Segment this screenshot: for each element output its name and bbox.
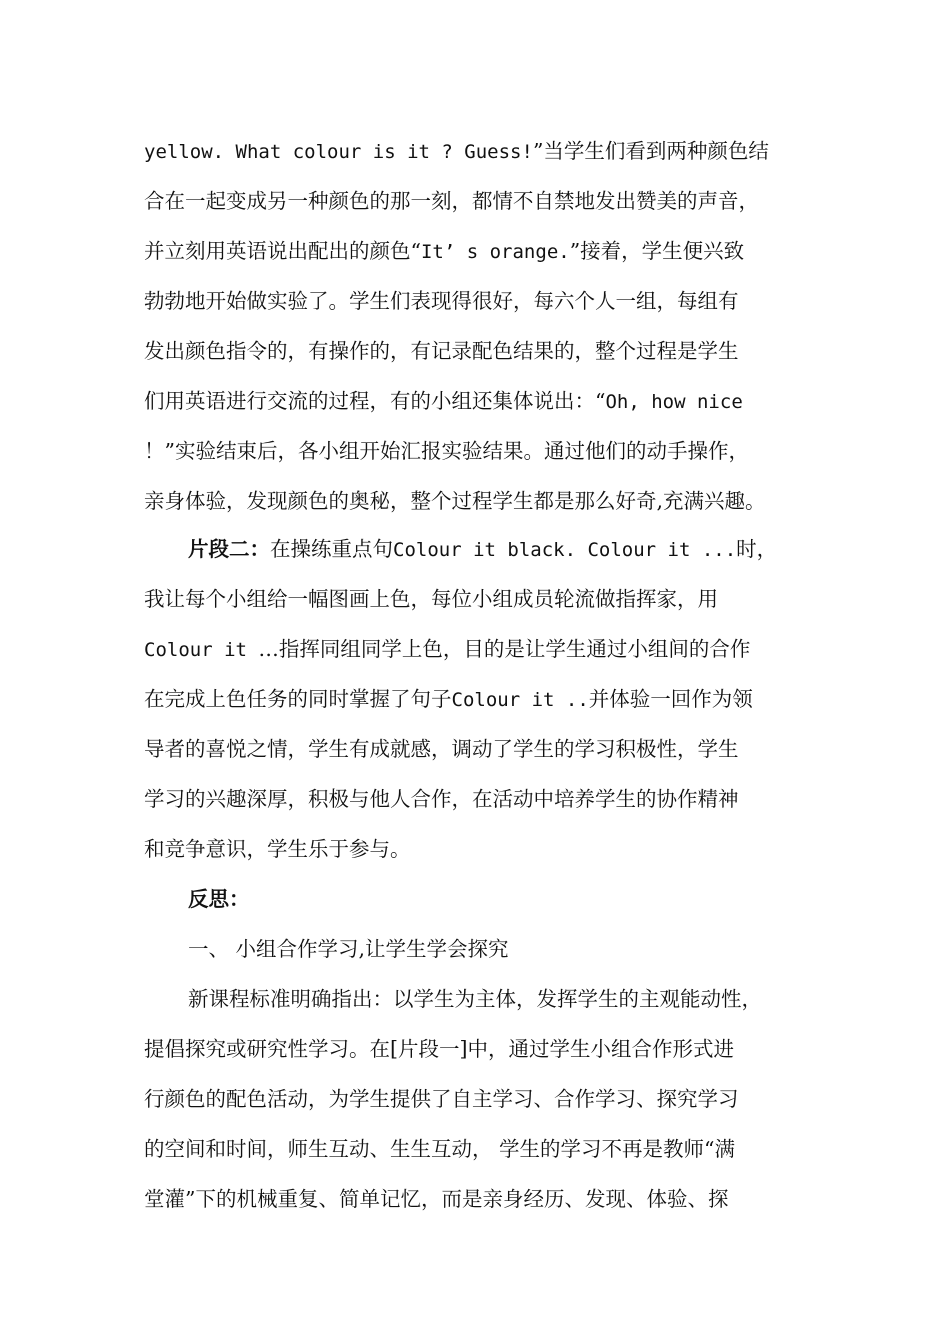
text-segment: 行颜色的配色活动，为学生提供了自主学习、合作学习、探究学习 bbox=[144, 1087, 739, 1111]
text-segment: 堂灌”下的机械重复、简单记忆，而是亲身经历、发现、体验、探 bbox=[144, 1187, 729, 1211]
text-line bbox=[144, 579, 834, 619]
text-segment: 和竞争意识，学生乐于参与。 bbox=[144, 837, 411, 861]
text-segment: 在操练重点句 bbox=[270, 537, 393, 561]
text-line bbox=[144, 281, 834, 321]
text-segment: Colour it .. bbox=[451, 689, 589, 711]
text-line bbox=[188, 979, 878, 1019]
text-segment: 并体验一回作为领 bbox=[588, 687, 753, 711]
text-line bbox=[144, 1079, 834, 1119]
text-segment: Colour it black. Colour it ... bbox=[393, 539, 737, 561]
text-line bbox=[144, 679, 834, 719]
text-line bbox=[144, 331, 834, 371]
text-segment: …指挥同组同学上色，目的是让学生通过小组间的合作 bbox=[258, 637, 751, 661]
text-segment: 亲身体验，发现颜色的奥秘，整个过程学生都是那么好奇,充满兴趣。 bbox=[144, 489, 766, 513]
section-heading: 片段二： bbox=[188, 537, 270, 561]
text-line bbox=[144, 131, 834, 171]
text-segment: It’ s orange. bbox=[420, 241, 570, 263]
text-line bbox=[188, 929, 878, 969]
text-line bbox=[144, 829, 834, 869]
text-segment: 导者的喜悦之情，学生有成就感，调动了学生的学习积极性，学生 bbox=[144, 737, 739, 761]
text-line bbox=[144, 481, 834, 521]
text-line bbox=[144, 1029, 834, 1069]
text-line bbox=[144, 181, 834, 221]
text-segment: 在完成上色任务的同时掌握了句子 bbox=[144, 687, 452, 711]
text-segment: ”当学生们看到两种颜色结 bbox=[532, 139, 769, 163]
text-line bbox=[144, 629, 834, 669]
text-segment: Oh, how nice bbox=[605, 391, 743, 413]
text-line bbox=[144, 231, 834, 271]
text-line bbox=[144, 729, 834, 769]
text-segment: 新课程标准明确指出：以学生为主体，发挥学生的主观能动性， bbox=[188, 987, 762, 1011]
text-line bbox=[144, 381, 834, 421]
text-segment: yellow. What colour is it ? Guess! bbox=[144, 141, 533, 163]
text-segment: 学习的兴趣深厚，积极与他人合作，在活动中培养学生的协作精神 bbox=[144, 787, 739, 811]
text-line bbox=[188, 529, 878, 569]
text-segment: 合在一起变成另一种颜色的那一刻，都情不自禁地发出赞美的声音， bbox=[144, 189, 759, 213]
text-segment: 们用英语进行交流的过程，有的小组还集体说出：“ bbox=[144, 389, 606, 413]
text-segment: 时， bbox=[736, 537, 778, 561]
text-segment: 勃勃地开始做实验了。学生们表现得很好，每六个人一组，每组有 bbox=[144, 289, 739, 313]
text-segment: 发出颜色指令的，有操作的，有记录配色结果的，整个过程是学生 bbox=[144, 339, 739, 363]
text-segment: 提倡探究或研究性学习。在[片段一]中，通过学生小组合作形式进 bbox=[144, 1037, 734, 1061]
section-heading: 反思： bbox=[188, 887, 250, 911]
text-segment: 并立刻用英语说出配出的颜色“ bbox=[144, 239, 421, 263]
text-line bbox=[144, 1179, 834, 1219]
text-segment: ”接着，学生便兴致 bbox=[569, 239, 745, 263]
text-segment: 的空间和时间，师生互动、生生互动， 学生的学习不再是教师“满 bbox=[144, 1137, 735, 1161]
text-segment: 一、 小组合作学习,让学生学会探究 bbox=[188, 937, 509, 961]
text-segment: Colour it bbox=[144, 639, 259, 661]
text-segment: ！”实验结束后，各小组开始汇报实验结果。通过他们的动手操作， bbox=[144, 439, 749, 463]
text-line bbox=[144, 779, 834, 819]
text-segment: 我让每个小组给一幅图画上色，每位小组成员轮流做指挥家，用 bbox=[144, 587, 718, 611]
text-line bbox=[188, 879, 878, 919]
text-line bbox=[144, 431, 834, 471]
text-line bbox=[144, 1129, 834, 1169]
